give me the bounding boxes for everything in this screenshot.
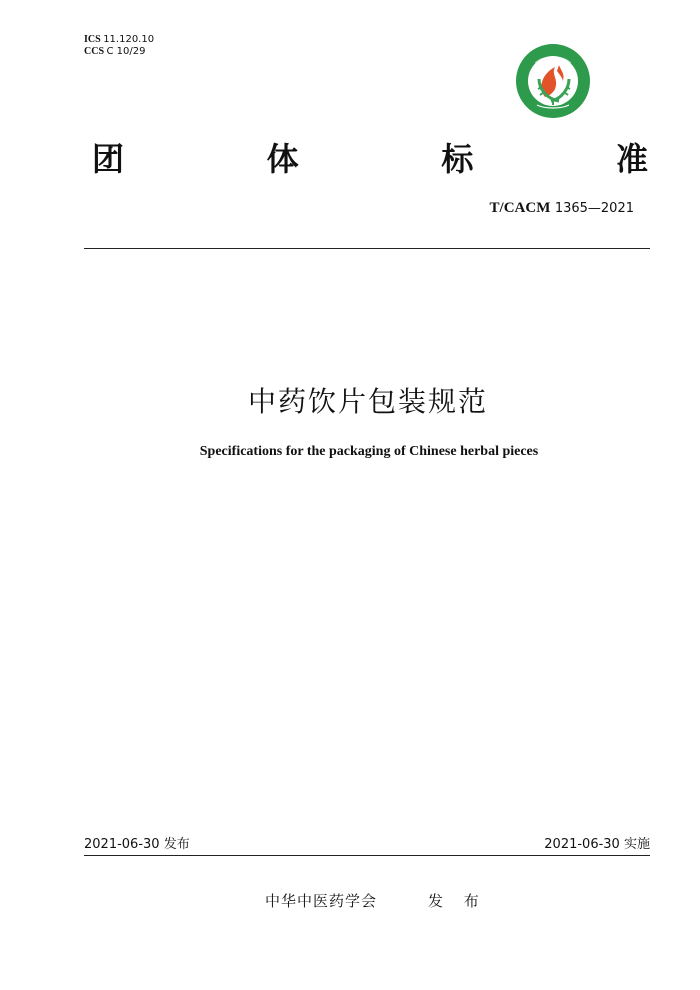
publisher-name: 中华中医药学会 [265, 892, 378, 910]
issue-label: 发布 [163, 837, 190, 852]
issue-date-line [84, 833, 190, 852]
document-title-cn: 中药饮片包装规范 [247, 385, 488, 418]
code-prefix: T/CACM [489, 200, 551, 216]
classification-codes [84, 34, 154, 58]
effective-label: 实施 [623, 837, 650, 852]
standard-code [490, 200, 634, 217]
standard-kind-heading [92, 134, 648, 180]
ccs-label: CCS [84, 46, 105, 57]
association-logo [515, 43, 591, 119]
kind-char: 团 [92, 140, 125, 178]
kind-char: 准 [615, 140, 648, 178]
bottom-divider [84, 855, 650, 856]
kind-char: 标 [441, 140, 474, 178]
kind-char: 体 [266, 140, 299, 178]
ics-code: 11.120.10 [103, 34, 155, 45]
ics-label: ICS [84, 34, 101, 45]
effective-date: 2021-06-30 [544, 837, 620, 852]
top-divider [84, 248, 650, 249]
code-number: 1365—2021 [554, 201, 634, 216]
effective-date-line [544, 833, 650, 852]
ics-line [84, 34, 154, 46]
ccs-code: C 10/29 [106, 46, 146, 57]
document-title-en: Specifications for the packaging of Chinese herbal pieces [199, 444, 539, 459]
ccs-line [84, 46, 154, 58]
publish-label: 发 布 [428, 892, 487, 910]
logo-emblem-icon [515, 43, 591, 119]
issue-date: 2021-06-30 [84, 837, 160, 852]
